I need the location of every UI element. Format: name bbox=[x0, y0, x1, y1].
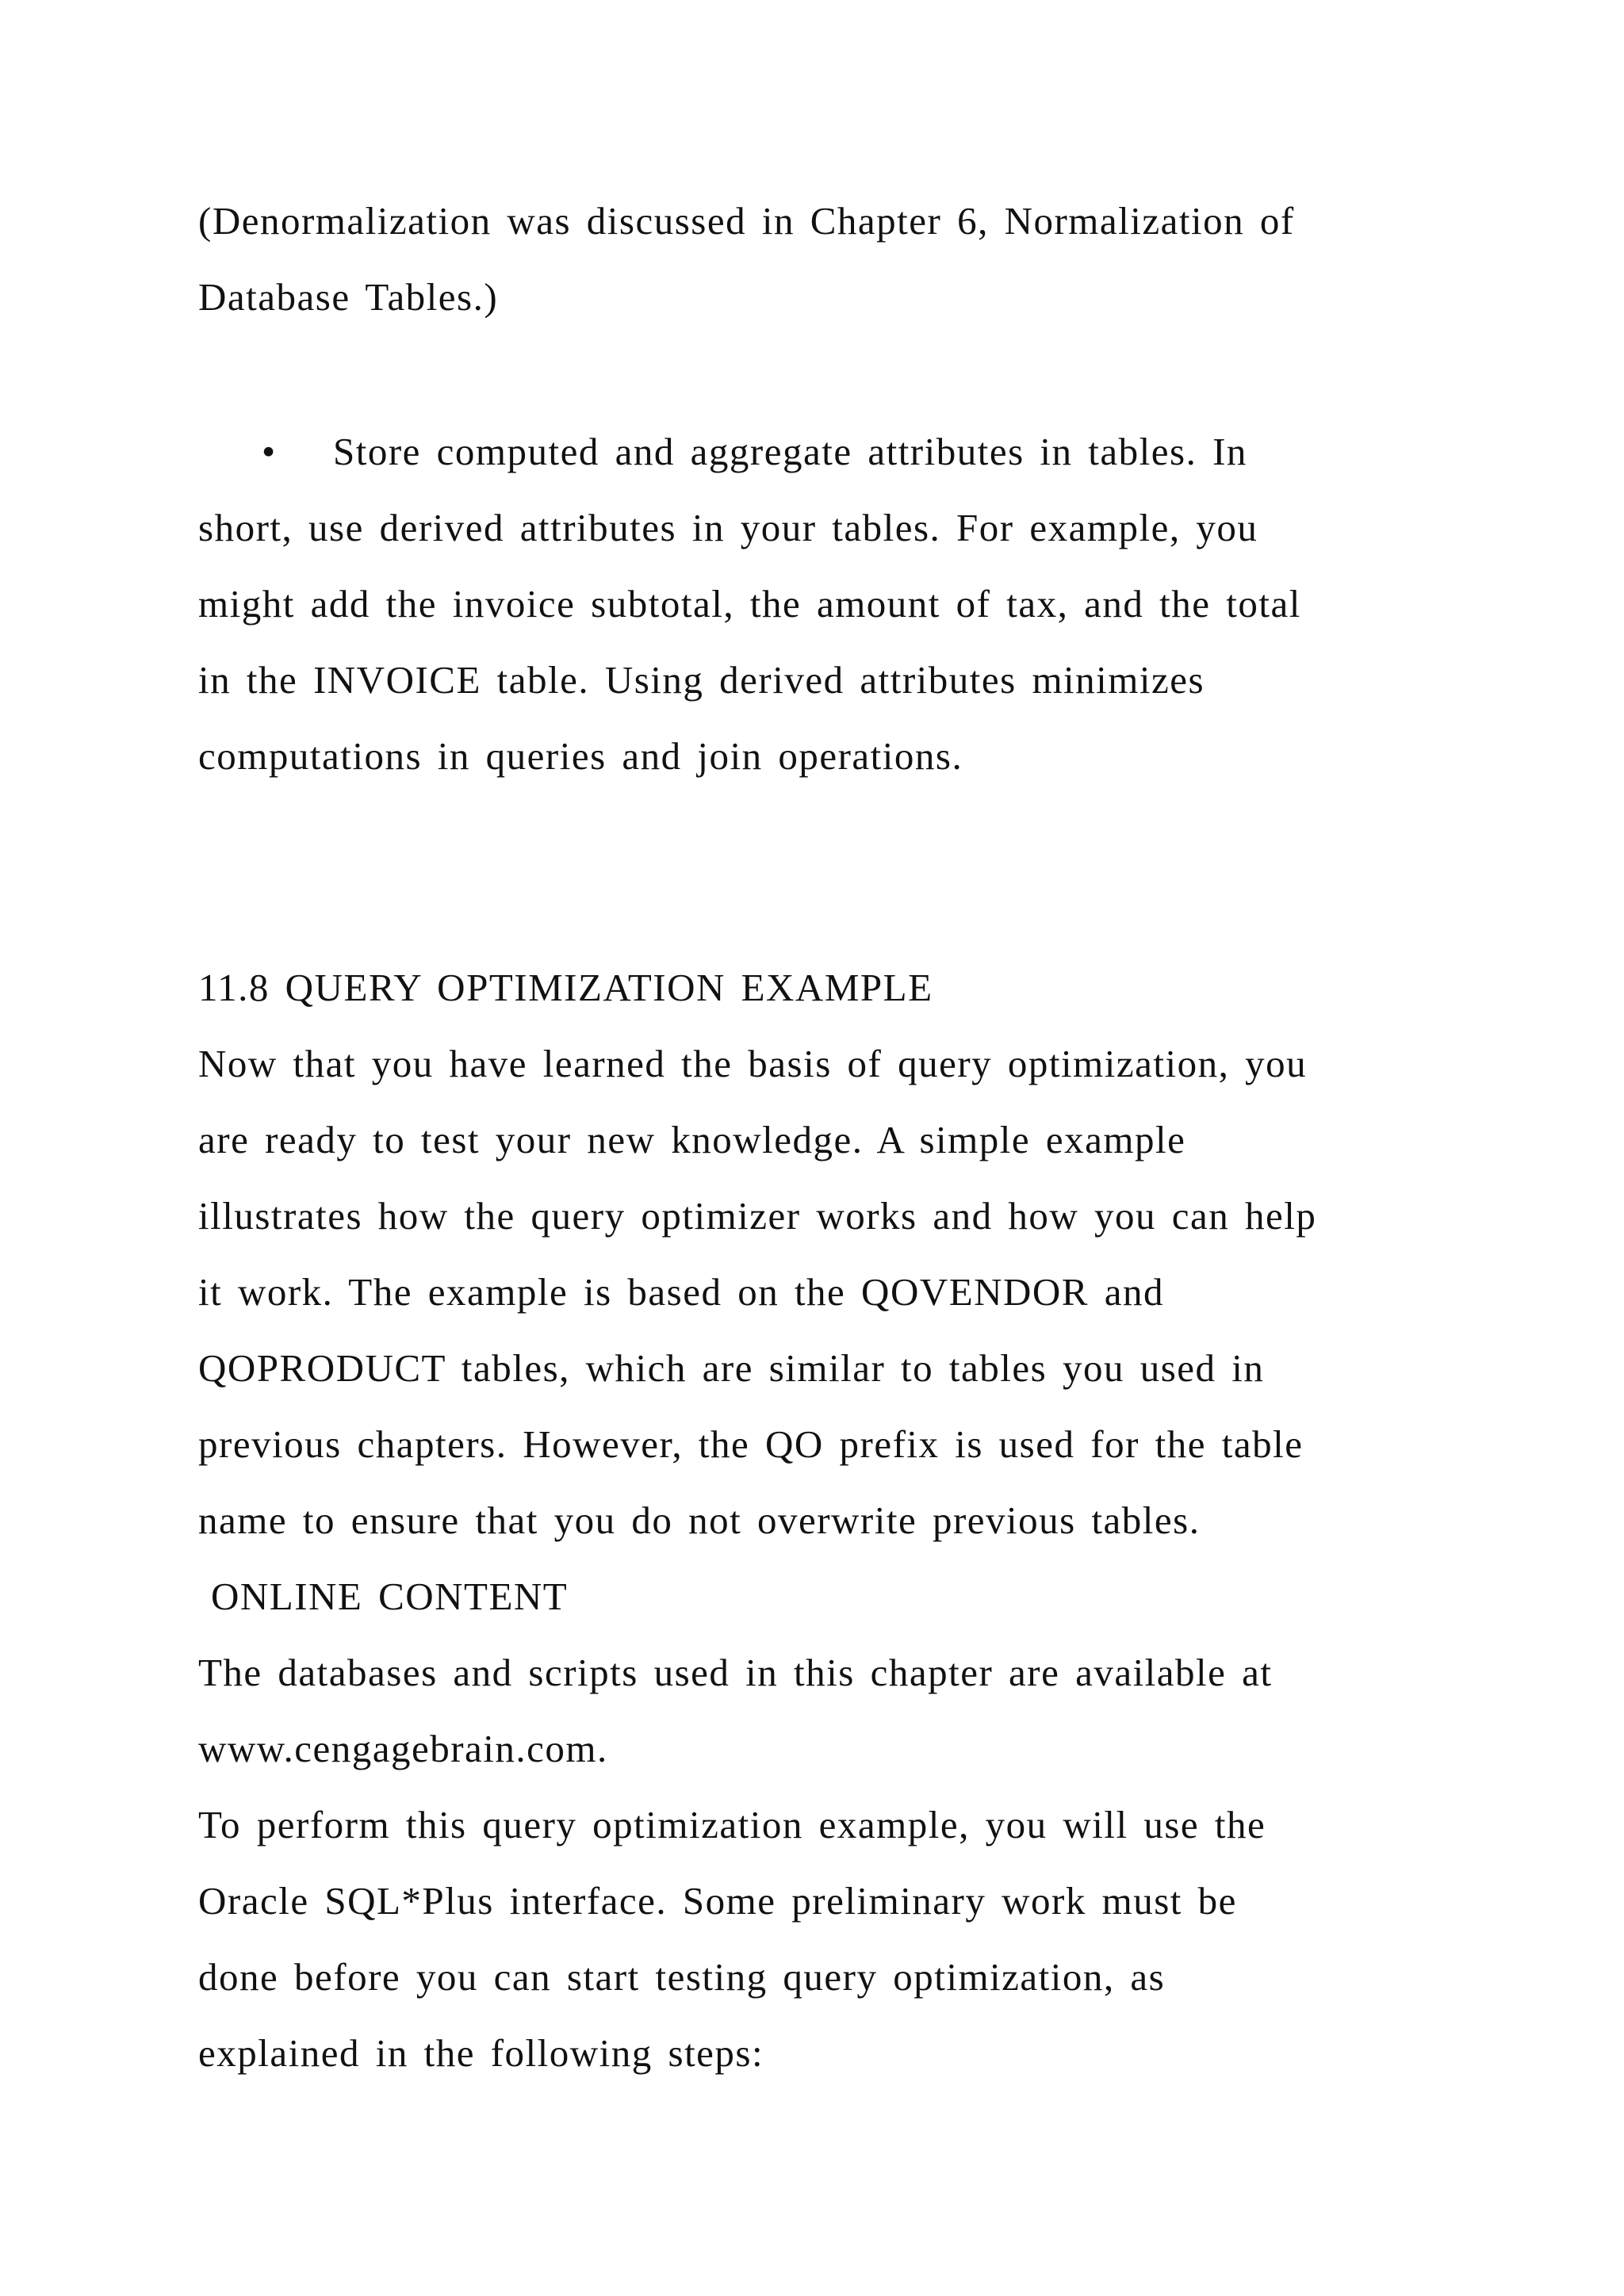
intro-line-3: illustrates how the query optimizer works and how you can help bbox=[198, 1194, 1317, 1238]
intro-line-7: name to ensure that you do not overwrite previous tables. bbox=[198, 1498, 1201, 1542]
bullet-item-line-5: computations in queries and join operations. bbox=[198, 734, 963, 778]
intro-line-1: Now that you have learned the basis of query optimization, you bbox=[198, 1042, 1308, 1085]
bullet-item-first-line bbox=[262, 428, 1247, 476]
bullet-icon: • bbox=[262, 430, 277, 473]
section-heading: 11.8 QUERY OPTIMIZATION EXAMPLE bbox=[198, 966, 933, 1009]
steps-intro-line-4: explained in the following steps: bbox=[198, 2031, 764, 2075]
intro-line-5: QOPRODUCT tables, which are similar to tables you used in bbox=[198, 1346, 1265, 1390]
online-content-line-1: The databases and scripts used in this chapter are available at bbox=[198, 1651, 1273, 1694]
bullet-item-line-2: short, use derived attributes in your tables. For example, you bbox=[198, 506, 1258, 549]
intro-line-2: are ready to test your new knowledge. A simple example bbox=[198, 1118, 1186, 1161]
denorm-note-line-1: (Denormalization was discussed in Chapter 6, Normalization of bbox=[198, 199, 1295, 243]
bullet-item-line-4: in the INVOICE table. Using derived attributes minimizes bbox=[198, 658, 1205, 702]
bullet-item-line-3: might add the invoice subtotal, the amount of tax, and the total bbox=[198, 582, 1301, 626]
online-content-line-2: www.cengagebrain.com. bbox=[198, 1727, 608, 1770]
denorm-note-line-2: Database Tables.) bbox=[198, 275, 499, 319]
steps-intro-line-1: To perform this query optimization example, you will use the bbox=[198, 1803, 1266, 1846]
intro-line-4: it work. The example is based on the QOVENDOR and bbox=[198, 1270, 1164, 1314]
intro-line-6: previous chapters. However, the QO prefix is used for the table bbox=[198, 1422, 1304, 1466]
bullet-item-text: Store computed and aggregate attributes in tables. In bbox=[333, 430, 1247, 473]
steps-intro-line-2: Oracle SQL*Plus interface. Some preliminary work must be bbox=[198, 1879, 1237, 1923]
steps-intro-line-3: done before you can start testing query optimization, as bbox=[198, 1955, 1166, 1999]
online-content-label: ONLINE CONTENT bbox=[211, 1575, 569, 1618]
